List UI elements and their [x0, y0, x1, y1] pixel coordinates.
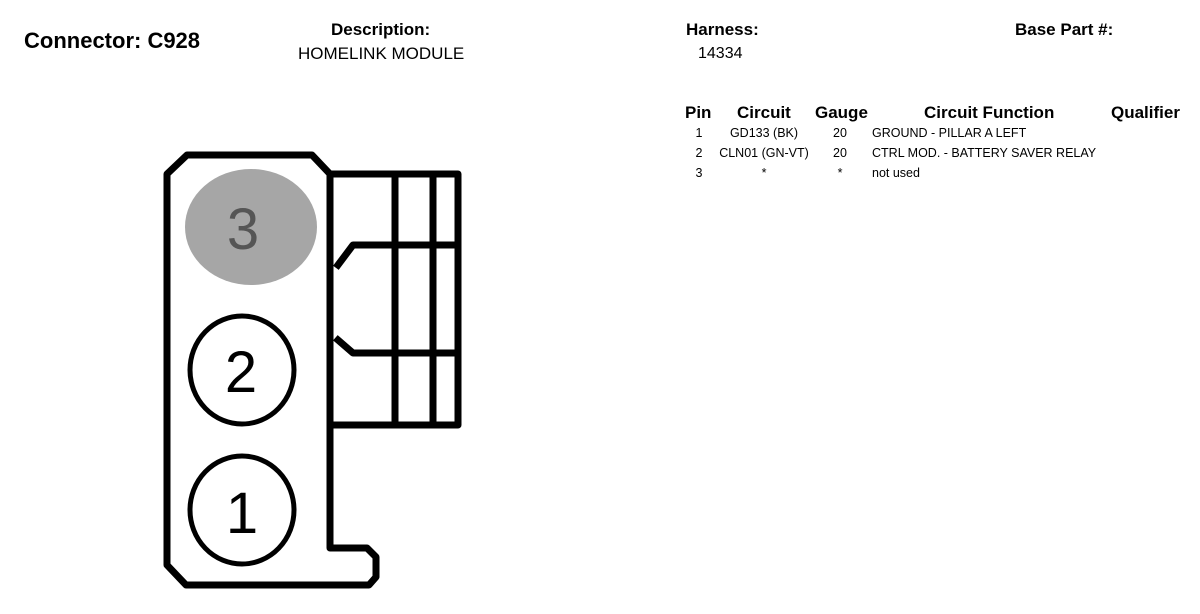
- pin-cell: 2: [695, 146, 703, 160]
- column-header-pin: Pin: [685, 103, 712, 122]
- pin-cell: 1: [695, 126, 703, 140]
- column-header-qualifier: Qualifier: [1111, 103, 1180, 122]
- pin-2-label: 2: [224, 340, 258, 405]
- gauge-cell: *: [837, 166, 843, 180]
- function-cell: GROUND - PILLAR A LEFT: [872, 126, 1027, 140]
- harness-value: 14334: [698, 45, 743, 62]
- function-cell: not used: [872, 166, 920, 180]
- description-value: HOMELINK MODULE: [298, 44, 465, 63]
- base-part-label: Base Part #:: [1015, 20, 1114, 39]
- circuit-cell: CLN01 (GN-VT): [719, 146, 809, 160]
- pin-3-label: 3: [226, 197, 260, 262]
- circuit-cell: GD133 (BK): [729, 126, 799, 140]
- pin-1-label: 1: [225, 481, 259, 546]
- connector-title: Connector: C928: [24, 28, 201, 53]
- circuit-cell: *: [761, 166, 767, 180]
- harness-label: Harness:: [686, 20, 759, 39]
- column-header-circuit-function: Circuit Function: [924, 103, 1055, 122]
- description-label: Description:: [331, 20, 431, 39]
- column-header-circuit: Circuit: [737, 103, 791, 122]
- function-cell: CTRL MOD. - BATTERY SAVER RELAY: [872, 146, 1097, 160]
- column-header-gauge: Gauge: [815, 103, 868, 122]
- pin-cell: 3: [695, 166, 703, 180]
- gauge-cell: 20: [833, 126, 847, 140]
- gauge-cell: 20: [833, 146, 847, 160]
